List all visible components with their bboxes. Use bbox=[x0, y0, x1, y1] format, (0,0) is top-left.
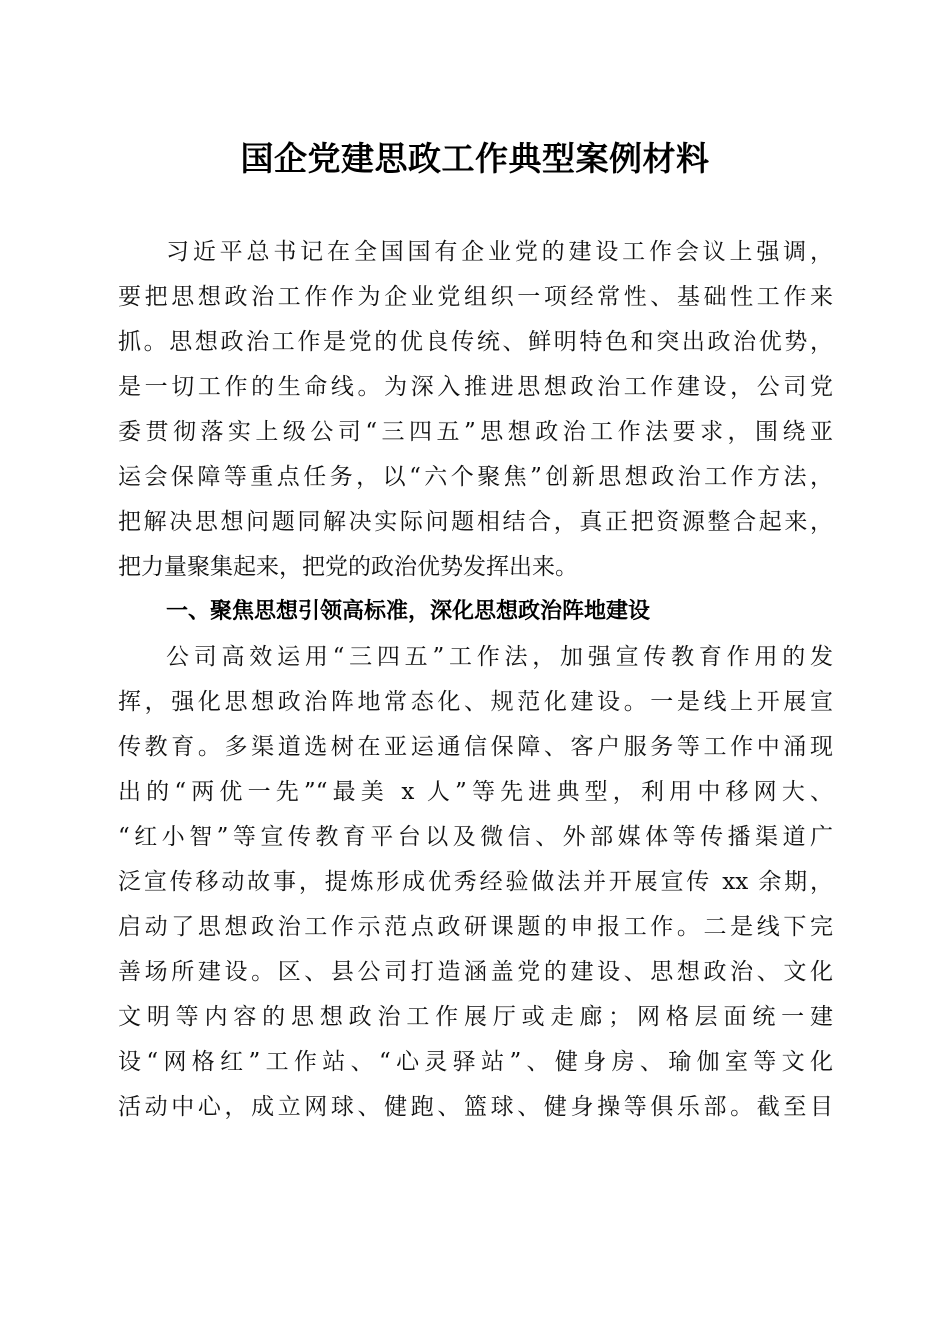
paragraph-line: 启动了思想政治工作示范点政研课题的申报工作。二是线下完 bbox=[118, 914, 833, 940]
paragraph-line: 把力量聚集起来，把党的政治优势发挥出来。 bbox=[118, 554, 578, 580]
paragraph-line: 要把思想政治工作作为企业党组织一项经常性、基础性工作来 bbox=[118, 284, 833, 310]
paragraph-line: 挥，强化思想政治阵地常态化、规范化建设。一是线上开展宣 bbox=[118, 689, 833, 715]
section-heading: 一、聚焦思想引领高标准，深化思想政治阵地建设 bbox=[166, 599, 651, 624]
paragraph-line: 委贯彻落实上级公司“三四五”思想政治工作法要求，围绕亚 bbox=[118, 419, 833, 445]
paragraph-line: 把解决思想问题同解决实际问题相结合，真正把资源整合起来， bbox=[118, 509, 833, 535]
paragraph-line: 泛宣传移动故事，提炼形成优秀经验做法并开展宣传 xx 余期， bbox=[118, 869, 833, 895]
paragraph-line: 出的“两优一先”“最美 x 人”等先进典型，利用中移网大、 bbox=[118, 779, 833, 805]
paragraph-line: “红小智”等宣传教育平台以及微信、外部媒体等传播渠道广 bbox=[118, 824, 833, 850]
paragraph-line: 文明等内容的思想政治工作展厅或走廊；网格层面统一建 bbox=[118, 1004, 833, 1030]
paragraph-line: 设“网格红”工作站、“心灵驿站”、健身房、瑜伽室等文化 bbox=[118, 1049, 833, 1075]
paragraph-line: 运会保障等重点任务，以“六个聚焦”创新思想政治工作方法， bbox=[118, 464, 833, 490]
paragraph-line: 是一切工作的生命线。为深入推进思想政治工作建设，公司党 bbox=[118, 374, 833, 400]
paragraph-line: 活动中心，成立网球、健跑、篮球、健身操等俱乐部。截至目 bbox=[118, 1094, 833, 1120]
paragraph-line: 公司高效运用“三四五”工作法，加强宣传教育作用的发 bbox=[166, 644, 833, 670]
paragraph-line: 习近平总书记在全国国有企业党的建设工作会议上强调， bbox=[166, 239, 833, 265]
document-title: 国企党建思政工作典型案例材料 bbox=[240, 139, 710, 178]
paragraph-line: 善场所建设。区、县公司打造涵盖党的建设、思想政治、文化 bbox=[118, 959, 833, 985]
paragraph-line: 抓。思想政治工作是党的优良传统、鲜明特色和突出政治优势， bbox=[118, 329, 833, 355]
paragraph-line: 传教育。多渠道选树在亚运通信保障、客户服务等工作中涌现 bbox=[118, 734, 833, 760]
